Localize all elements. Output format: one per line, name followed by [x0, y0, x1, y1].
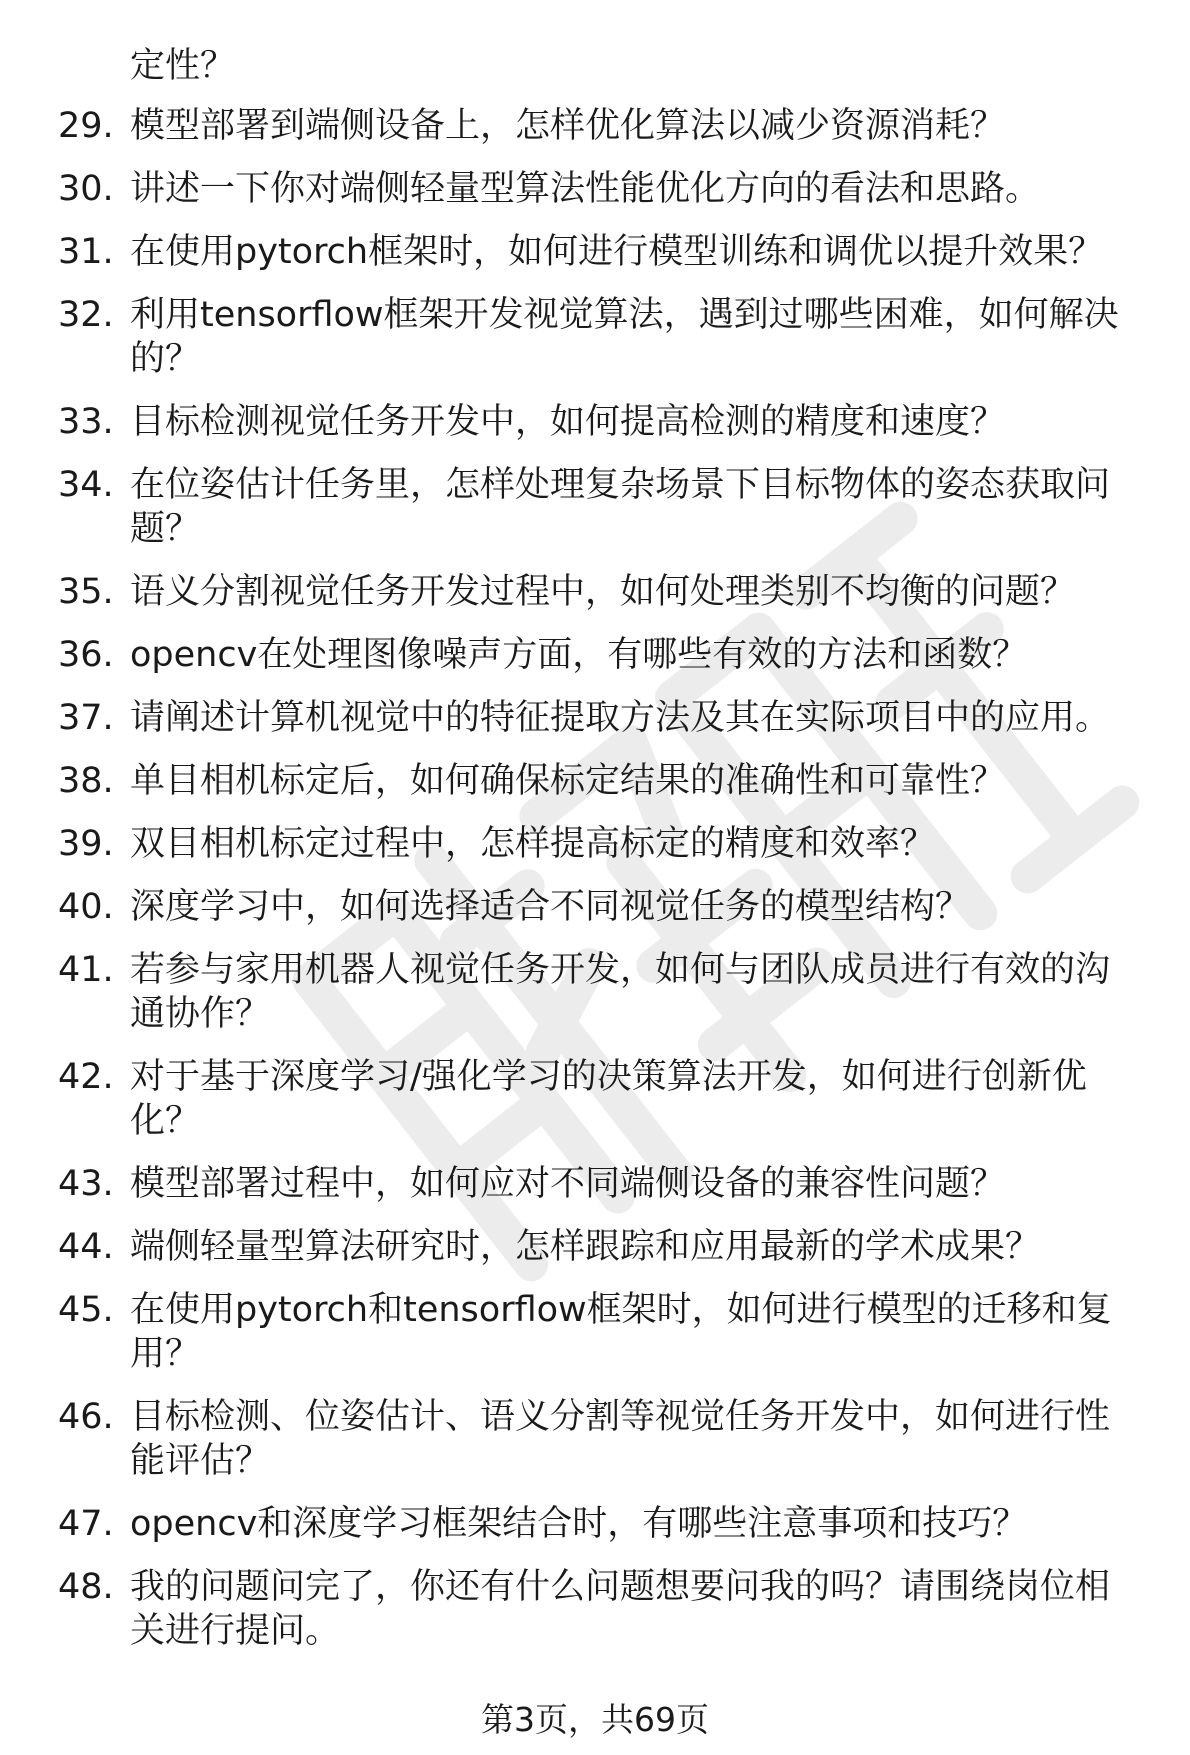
list-item-text: 在使用pytorch和tensorflow框架时，如何进行模型的迁移和复 — [130, 1290, 1112, 1330]
list-item-text: 模型部署过程中，如何应对不同端侧设备的兼容性问题？ — [130, 1164, 1006, 1204]
list-item-number: 32. — [58, 295, 114, 335]
list-item-text: 目标检测视觉任务开发中，如何提高检测的精度和速度？ — [130, 402, 1006, 442]
list-item-text: 对于基于深度学习/强化学习的决策算法开发，如何进行创新优 — [130, 1057, 1087, 1097]
list-item-text: 单目相机标定后，如何确保标定结果的准确性和可靠性？ — [130, 761, 1006, 801]
list-item-text: 目标检测、位姿估计、语义分割等视觉任务开发中，如何进行性 — [130, 1397, 1111, 1437]
page-footer: 第3页，共69页 — [481, 1700, 709, 1739]
list-item-text: 关进行提问。 — [130, 1611, 341, 1651]
list-item-number: 34. — [58, 465, 114, 505]
list-item-text: 在位姿估计任务里，怎样处理复杂场景下目标物体的姿态获取问 — [130, 465, 1111, 505]
list-item-text: 双目相机标定过程中，怎样提高标定的精度和效率？ — [130, 824, 936, 864]
list-item-number: 45. — [58, 1290, 114, 1330]
list-item-number: 33. — [58, 402, 114, 442]
list-item-text: 语义分割视觉任务开发过程中，如何处理类别不均衡的问题？ — [130, 572, 1076, 612]
list-item-text: 端侧轻量型算法研究时，怎样跟踪和应用最新的学术成果？ — [130, 1227, 1041, 1267]
list-item-number: 31. — [58, 232, 114, 272]
list-item-text: 我的问题问完了，你还有什么问题想要问我的吗？请围绕岗位相 — [130, 1567, 1111, 1607]
list-item-text: 模型部署到端侧设备上，怎样优化算法以减少资源消耗？ — [130, 106, 1006, 146]
list-item-number: 36. — [58, 635, 114, 675]
list-item-number: 42. — [58, 1057, 114, 1097]
list-item-text: 若参与家用机器人视觉任务开发，如何与团队成员进行有效的沟 — [130, 950, 1111, 990]
list-item-number: 40. — [58, 887, 114, 927]
list-item-number: 30. — [58, 169, 114, 209]
list-item-text: opencv在处理图像噪声方面，有哪些有效的方法和函数？ — [130, 635, 1028, 675]
list-item-number: 48. — [58, 1567, 114, 1607]
list-item-text: 题？ — [130, 509, 201, 549]
list-item-text: 能评估？ — [130, 1441, 271, 1481]
list-item-number: 47. — [58, 1504, 114, 1544]
list-item-number: 44. — [58, 1227, 114, 1267]
list-item-text: 用？ — [130, 1334, 201, 1374]
lead-continuation-text: 定性？ — [130, 46, 236, 86]
list-item-text: 利用tensorflow框架开发视觉算法，遇到过哪些困难，如何解决 — [130, 295, 1119, 335]
list-item-text: 化？ — [130, 1101, 201, 1141]
list-item-number: 29. — [58, 106, 114, 146]
list-item-number: 37. — [58, 698, 114, 738]
list-item-text: 深度学习中，如何选择适合不同视觉任务的模型结构？ — [130, 887, 971, 927]
list-item-number: 38. — [58, 761, 114, 801]
list-item-number: 41. — [58, 950, 114, 990]
list-item-text: 请阐述计算机视觉中的特征提取方法及其在实际项目中的应用。 — [130, 698, 1111, 738]
list-item-text: 讲述一下你对端侧轻量型算法性能优化方向的看法和思路。 — [130, 169, 1041, 209]
list-item-number: 46. — [58, 1397, 114, 1437]
list-item-number: 43. — [58, 1164, 114, 1204]
list-item-text: opencv和深度学习框架结合时，有哪些注意事项和技巧？ — [130, 1504, 1028, 1544]
list-item-text: 通协作？ — [130, 994, 271, 1034]
list-item-text: 在使用pytorch框架时，如何进行模型训练和调优以提升效果？ — [130, 232, 1104, 272]
list-item-number: 39. — [58, 824, 114, 864]
list-item-text: 的？ — [130, 339, 201, 379]
list-item-number: 35. — [58, 572, 114, 612]
